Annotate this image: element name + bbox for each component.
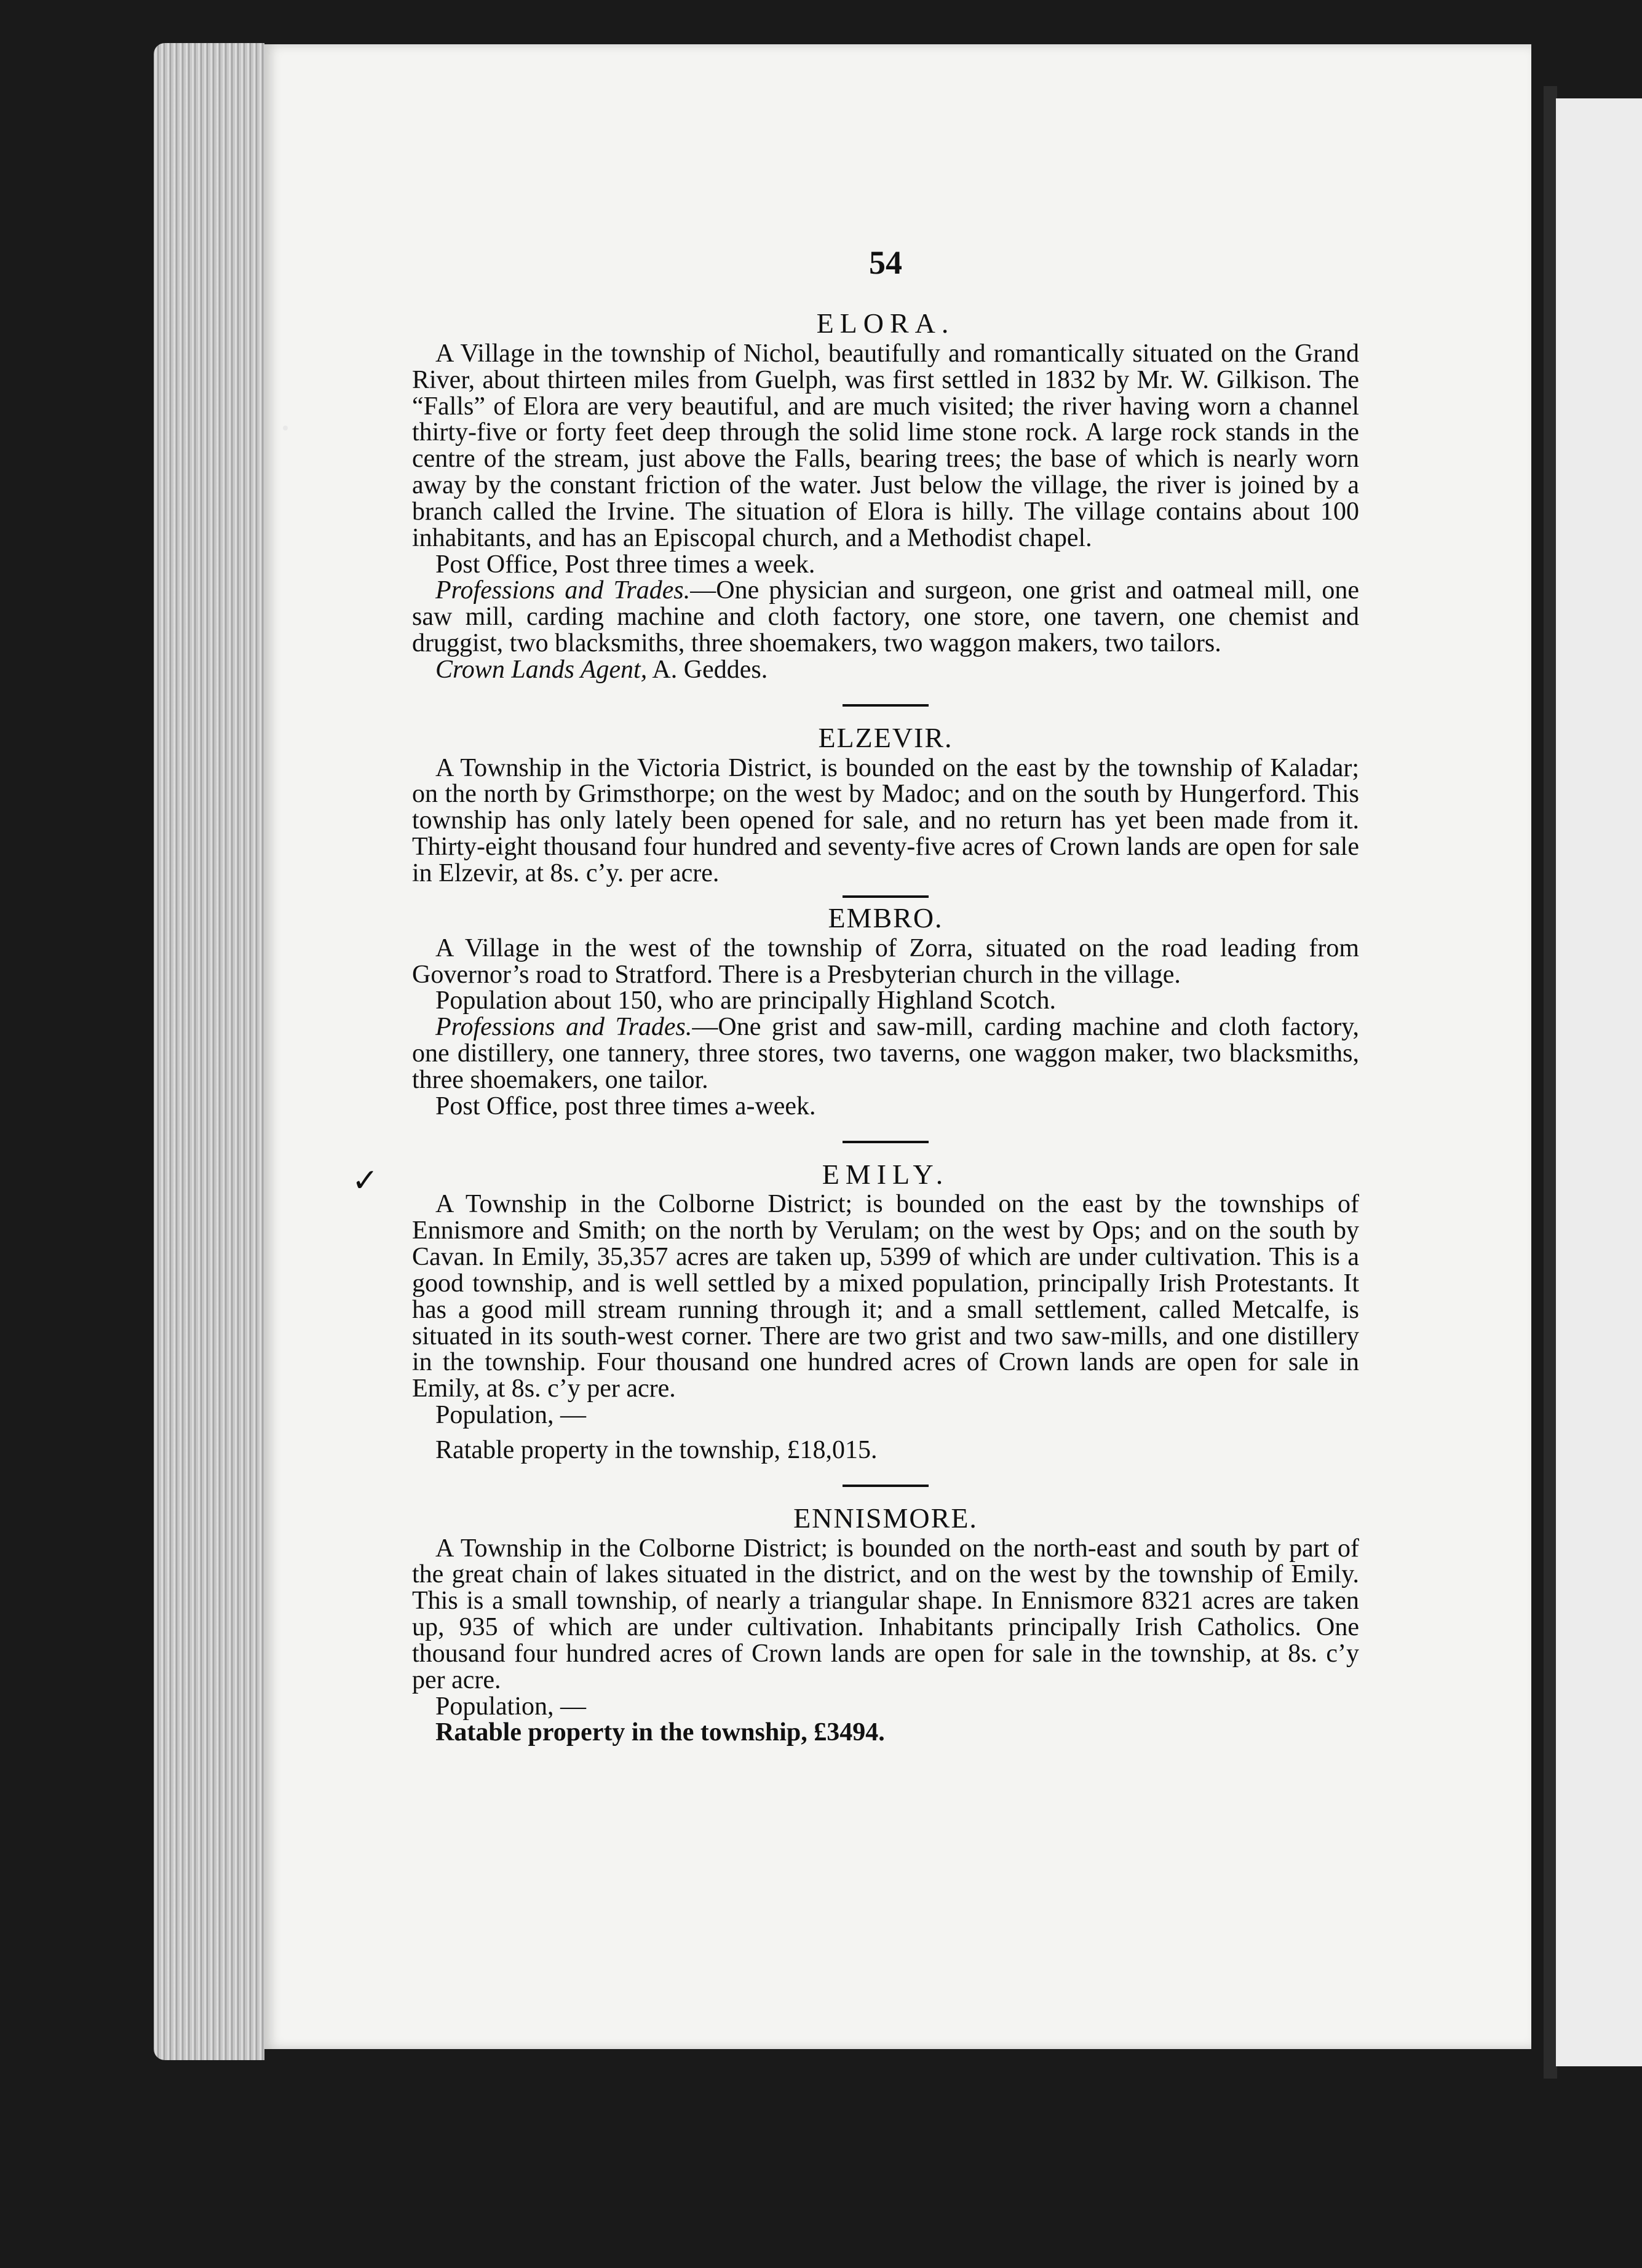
paragraph-text: A Township in the Colborne District; is bounded on the east by the townships of Ennismore and Smith; on the north by Verulam; on the west by Ops; and on the south by Cavan. In Emily, 35,357 acres are taken up, 5399 of which are under cultivation. This is a good township, and is well settled by a mixed population, principally Irish Protestants. It has a good mill stream running through it; and a small settlement, called Metcalfe, is situated in its south-west corner. There are two grist and two saw-mills, and one distillery in the township. Four thousand one hundred acres of Crown lands are open for sale in Emily, at 8s. c’y per acre. — [412, 1190, 1359, 1403]
entry-paragraph — [412, 988, 1359, 1014]
entry-paragraph — [412, 341, 1359, 552]
entry-paragraph — [412, 657, 1359, 683]
paragraph-text: Ratable property in the township, £3494. — [435, 1718, 885, 1747]
entry-paragraph — [412, 552, 1359, 578]
paragraph-text: A Township in the Victoria District, is bounded on the east by the township of Kaladar; on the north by Grimsthorpe; on the west by Madoc; and on the south by Hungerford. This township has only lately been opened for sale, and no return has yet been made from it. Thirty-eight thousand four hundred and seventy-five acres of Crown lands are open for sale in Elzevir, at 8s. c’y. per acre. — [412, 753, 1359, 887]
section-divider — [843, 895, 929, 898]
book-page-edges — [154, 43, 264, 2060]
paragraph-text: A. Geddes. — [647, 655, 768, 684]
entry-paragraph — [412, 1536, 1359, 1694]
entry-heading: ELZEVIR. — [818, 721, 953, 753]
paragraph-text: Ratable property in the township, £18,015. — [435, 1435, 878, 1464]
paragraph-text: A Village in the west of the township of Zorra, situated on the road leading from Governor’s road to Stratford. There is a Presbyterian church in the village. — [412, 934, 1359, 989]
section-divider — [843, 704, 929, 707]
paragraph-text: Post Office, Post three times a week. — [435, 550, 815, 579]
entry-emily — [412, 1160, 1359, 1464]
entry-paragraph — [412, 1694, 1359, 1720]
entry-heading: ENNISMORE. — [793, 1502, 978, 1534]
entry-paragraph — [412, 1191, 1359, 1402]
entry-paragraph — [412, 1402, 1359, 1429]
entry-paragraph — [412, 755, 1359, 887]
paragraph-text: —One physician and surgeon, one grist and oatmeal mill, one saw mill, carding machine and cloth factory, one store, one tavern, one chemist and druggist, two blacksmiths, three shoemakers, two waggon makers, two tailors. — [412, 576, 1360, 658]
page-text — [412, 246, 1359, 1746]
page-number: 54 — [869, 244, 902, 281]
entry-paragraph — [412, 1437, 1359, 1464]
entry-elora — [412, 309, 1359, 683]
paper-speck — [283, 426, 288, 430]
entry-paragraph — [412, 577, 1359, 656]
entry-paragraph — [412, 935, 1359, 988]
entry-paragraph — [412, 1014, 1359, 1093]
entry-paragraph — [412, 1093, 1359, 1120]
entry-heading: ELORA. — [816, 307, 955, 339]
section-divider — [843, 1141, 929, 1143]
entry-paragraph — [412, 1719, 1359, 1746]
paragraph-text: A Township in the Colborne District; is bounded on the north-east and south by part of the great chain of lakes situated in the district, and on the west by the township of Emily. This is a small township, of nearly a triangular shape. In Ennismore 8321 acres are taken up, 935 of which are under cultivation. Inhabitants principally Irish Catholics. One thousand four hundred acres of Crown lands are open for sale in the township, at 8s. c’y per acre. — [412, 1534, 1359, 1694]
paragraph-text: Population, — — [435, 1401, 587, 1430]
paragraph-text: —One grist and saw-mill, carding machine and cloth factory, one distillery, one tannery, three stores, two taverns, one waggon maker, two blacksmiths, three shoemakers, one tailor. — [412, 1013, 1359, 1094]
paragraph-text: Population, — — [435, 1692, 587, 1721]
entry-heading: EMILY. — [822, 1158, 950, 1190]
entry-embro — [412, 904, 1359, 1120]
facing-page-edge — [1556, 98, 1642, 2066]
paragraph-lead: Crown Lands Agent, — [435, 655, 648, 684]
paragraph-lead: Professions and Trades. — [435, 1013, 692, 1042]
paragraph-text: A Village in the township of Nichol, beautifully and romantically situated on the Grand River, about thirteen miles from Guelph, was first settled in 1832 by Mr. W. Gilkison. The “Falls” of Elora are very beautiful, and are much visited; the river having worn a channel thirty-five or forty feet deep through the solid lime stone rock. A large rock stands in the centre of the stream, just above the Falls, bearing trees; the base of which is nearly worn away by the constant friction of the water. Just below the village, the river is joined by a branch called the Irvine. The situation of Elora is hilly. The village contains about 100 inhabitants, and has an Episcopal church, and a Methodist chapel. — [412, 339, 1359, 552]
entry-heading: EMBRO. — [828, 902, 943, 934]
paragraph-lead: Professions and Trades. — [435, 576, 691, 605]
entry-elzevir — [412, 721, 1359, 887]
section-divider — [843, 1485, 929, 1487]
paragraph-text: Post Office, post three times a-week. — [435, 1092, 816, 1120]
entry-ennismore — [412, 1504, 1359, 1747]
paragraph-text: Population about 150, who are principally Highland Scotch. — [435, 986, 1056, 1015]
book-gutter-shadow — [1544, 86, 1557, 2079]
margin-checkmark: ✓ — [352, 1164, 379, 1199]
